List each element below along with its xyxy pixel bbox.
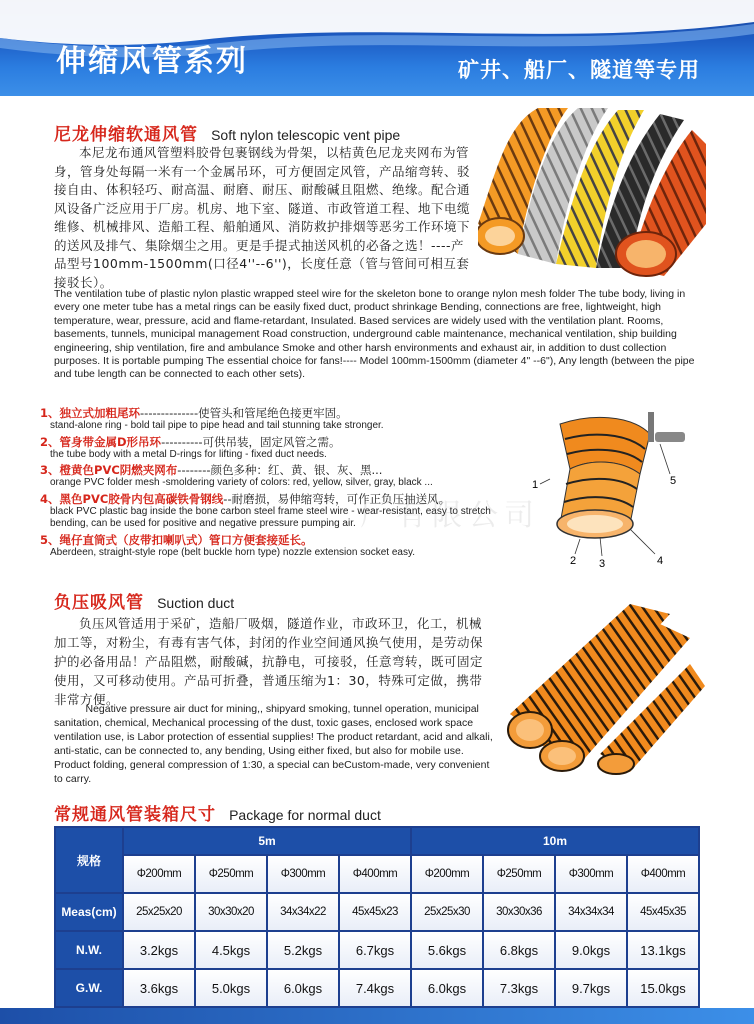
diagram-label-1: 1 bbox=[532, 479, 539, 491]
feature-dashes: -------- bbox=[177, 463, 211, 477]
table-row bbox=[55, 931, 699, 969]
table-cell: 25x25x20 bbox=[123, 893, 195, 931]
feature-item-5 bbox=[40, 533, 510, 560]
group-10m-header: 10m bbox=[411, 827, 699, 855]
footer-bar bbox=[0, 1008, 754, 1024]
table-row bbox=[55, 827, 699, 855]
table-cell: 34x34x22 bbox=[267, 893, 339, 931]
diagram-label-4: 4 bbox=[657, 555, 664, 567]
header-banner bbox=[0, 0, 754, 96]
feature-item-2 bbox=[40, 435, 510, 462]
feature-en: black PVC plastic bag inside the bone carbon steel frame steel wire - wear-resistant, easy to stretch bending, can be used for positive and negative pressure pumping air. bbox=[50, 505, 491, 529]
feature-name: 绳仔直筒式（皮带扣喇叭式）管口方便套接延长。 bbox=[59, 532, 313, 547]
feature-en: the tube body with a metal D-rings for lifting - fixed duct needs. bbox=[50, 448, 327, 460]
table-cell: 9.0kgs bbox=[555, 931, 627, 969]
watermark-text: 厂有限公司 bbox=[360, 498, 540, 533]
diameter-cell: Φ250mm bbox=[195, 855, 267, 893]
table-cell: 3.6kgs bbox=[123, 969, 195, 1007]
table-cell: 25x25x30 bbox=[411, 893, 483, 931]
duct-structure-diagram bbox=[520, 404, 700, 572]
feature-list bbox=[40, 406, 510, 561]
feature-name: 独立式加粗尾环 bbox=[59, 406, 141, 420]
section2-paragraph-cn: 负压风管适用于采矿，造船厂吸烟，隧道作业，市政环卫，化工，机械加工等，对粉尘，有毒有害气体，封闭的作业空间通风换气使用，是劳动保护的必备用品！产品阻燃，耐酸碱，抗静电，可接驳，任意弯转，既可固定使用，又可移动使用。产品可折叠，普通压缩为1：30，特殊可定做，携带非常方便。 bbox=[54, 616, 484, 707]
table-cell: 45x45x23 bbox=[339, 893, 411, 931]
section2-title-cn: 负压吸风管 bbox=[54, 593, 144, 613]
table-cell: 5.0kgs bbox=[195, 969, 267, 1007]
section1-paragraph-en: The ventilation tube of plastic nylon plastic wrapped steel wire for the skeleton bone to orange nylon mesh folder The tube body, living in every one meter tube has a metal rings can be easily fixed duct, product shrinkage Bending, connections are free, lightweight, high temperature, wear, pressure, acid and flame-retardant, Insulated. Based services are widely used with the ventilation plant. Rooms, basements, tunnels, municipal management Road construction, underground cable maintenance, mechanical ventilation, ship building engineering, ship ventilation, fire and ambulance Smoke and other harsh environments and exhaust air, in addition to dust collection purposes. It is portable pumping The essential choice for fans!---- Model 100mm-1500mm (diameter 4" --6"), Any length (between the pipe and tube length can be connected to each other sets). bbox=[54, 288, 695, 381]
feature-desc: 颜色多种：红、黄、银、灰、黑... bbox=[210, 463, 383, 477]
feature-name: 黑色PVC胶骨内包高碳铁骨钢线 bbox=[59, 491, 224, 506]
table-cell: 6.7kgs bbox=[339, 931, 411, 969]
table-cell: 45x45x35 bbox=[627, 893, 699, 931]
diameter-cell: Φ200mm bbox=[123, 855, 195, 893]
diameter-cell: Φ400mm bbox=[627, 855, 699, 893]
feature-en: stand-alone ring - bold tail pipe to pipe head and tail stunning take stronger. bbox=[50, 420, 384, 431]
feature-en: Aberdeen, straight-style rope (belt buckle horn type) nozzle extension socket easy. bbox=[50, 546, 416, 558]
feature-dashes: -------------- bbox=[140, 406, 199, 420]
table-cell: 5.2kgs bbox=[267, 931, 339, 969]
table-cell: 7.4kgs bbox=[339, 969, 411, 1007]
feature-num: 2、 bbox=[40, 434, 60, 449]
table-cell: 15.0kgs bbox=[627, 969, 699, 1007]
table-cell: 30x30x36 bbox=[483, 893, 555, 931]
feature-num: 4、 bbox=[40, 491, 60, 506]
feature-dashes: ---------- bbox=[161, 434, 203, 449]
diameter-cell: Φ250mm bbox=[483, 855, 555, 893]
diagram-label-2: 2 bbox=[570, 555, 577, 567]
table-cell: 13.1kgs bbox=[627, 931, 699, 969]
table-row bbox=[55, 855, 699, 893]
feature-desc: 使管头和管尾绝色接更牢固。 bbox=[198, 406, 348, 420]
section1-title bbox=[54, 120, 400, 145]
page-title: 伸缩风管系列 bbox=[56, 44, 248, 79]
package-table bbox=[54, 826, 700, 1008]
feature-item-3 bbox=[40, 463, 510, 490]
spec-header: 规格 bbox=[55, 827, 123, 893]
section2-paragraph-en: Negative pressure air duct for mining,, shipyard smoking, tunnel operation, municipal sanitation, chemical, Mechanical processing of the dust, toxic gases, enclosed work space ventilation use, is Labor protection of essential supplies! The product retardant, acid and alkali, anti-static, can be connected to, any bending, Using either fixed, but also for mobile use. Product folding, general compression of 1:30, a special can beCustom-made, very convenient to carry. bbox=[54, 703, 493, 785]
table-cell: 3.2kgs bbox=[123, 931, 195, 969]
row-label: Meas(cm) bbox=[55, 893, 123, 931]
section2-title-en: Suction duct bbox=[157, 595, 235, 611]
feature-num: 3、 bbox=[40, 463, 60, 477]
feature-desc: 耐磨损，易伸缩弯转，可作正负压抽送风。 bbox=[231, 491, 451, 506]
section2-title bbox=[54, 588, 234, 613]
section1-paragraph-cn: 本尼龙布通风管塑料胶骨包裹钢线为骨架，以桔黄色尼龙夹网布为管身，管身处每隔一米有一个金属吊环，可方便固定风管，产品缩弯转、驳接自由、体积轻巧、耐高温、耐磨、耐压、耐酸碱且阻燃、绝缘。配合通风设备广泛应用于厂房。机房、地下室、隧道、市政管道工程、地下电缆维修、机械排风、造船工程、船舶通风、消防救护排烟等恶劣工作环境下的送风及排气、集除烟尘之用。更是手提式抽送风机的必备之选！----产品型号100mm-1500mm(口径4''--6'')，长度任意（管与管间可相互套接驳长）。 bbox=[54, 145, 471, 290]
section3-title-cn: 常规通风管装箱尺寸 bbox=[54, 805, 216, 825]
table-cell: 30x30x20 bbox=[195, 893, 267, 931]
feature-en: orange PVC folder mesh -smoldering variety of colors: red, yellow, silver, gray, black ... bbox=[50, 477, 433, 488]
diameter-cell: Φ200mm bbox=[411, 855, 483, 893]
row-label: N.W. bbox=[55, 931, 123, 969]
feature-name: 橙黄色PVC阴燃夹网布 bbox=[59, 463, 178, 477]
diagram-label-5: 5 bbox=[670, 475, 677, 487]
feature-item-1 bbox=[40, 406, 510, 433]
table-cell: 4.5kgs bbox=[195, 931, 267, 969]
table-row bbox=[55, 893, 699, 931]
table-cell: 7.3kgs bbox=[483, 969, 555, 1007]
table-row bbox=[55, 969, 699, 1007]
section1-title-en: Soft nylon telescopic vent pipe bbox=[211, 127, 401, 143]
table-cell: 6.8kgs bbox=[483, 931, 555, 969]
nylon-duct-photo bbox=[478, 104, 706, 282]
diameter-cell: Φ300mm bbox=[267, 855, 339, 893]
diagram-label-3: 3 bbox=[599, 558, 606, 570]
row-label: G.W. bbox=[55, 969, 123, 1007]
table-cell: 34x34x34 bbox=[555, 893, 627, 931]
feature-dashes: -- bbox=[223, 491, 232, 506]
section3-title-en: Package for normal duct bbox=[229, 807, 381, 823]
page-subtitle: 矿井、船厂、隧道等专用 bbox=[458, 58, 700, 82]
table-cell: 9.7kgs bbox=[555, 969, 627, 1007]
feature-num: 1、 bbox=[40, 406, 60, 420]
feature-num: 5、 bbox=[40, 532, 60, 547]
feature-desc: 可供吊装，固定风管之需。 bbox=[202, 434, 341, 449]
feature-name: 管身带金属D形吊环 bbox=[59, 434, 162, 449]
table-cell: 6.0kgs bbox=[267, 969, 339, 1007]
diameter-cell: Φ300mm bbox=[555, 855, 627, 893]
table-cell: 6.0kgs bbox=[411, 969, 483, 1007]
suction-duct-photo bbox=[500, 594, 710, 776]
diameter-cell: Φ400mm bbox=[339, 855, 411, 893]
table-cell: 5.6kgs bbox=[411, 931, 483, 969]
section1-title-cn: 尼龙伸缩软通风管 bbox=[54, 125, 198, 145]
group-5m-header: 5m bbox=[123, 827, 411, 855]
section3-title bbox=[54, 800, 381, 825]
